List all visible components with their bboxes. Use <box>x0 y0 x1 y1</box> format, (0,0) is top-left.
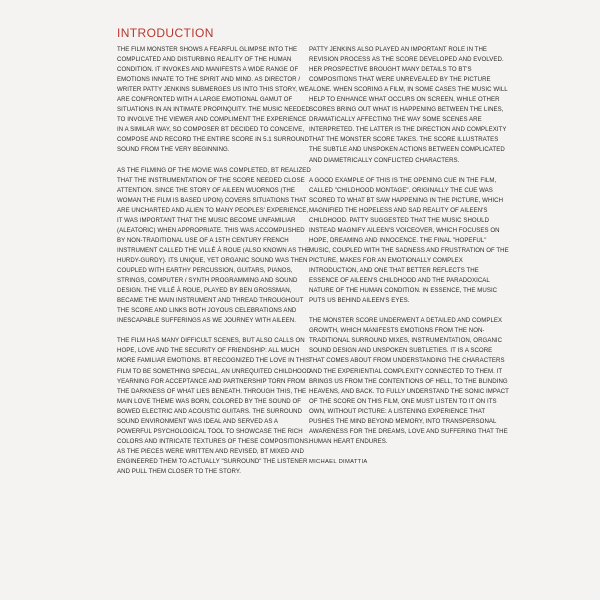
author-signature: MICHAEL DIMATTIA <box>309 458 368 465</box>
paragraph: THE FILM HAS MANY DIFFICULT SCENES, BUT ALSO CALLS ON HOPE, LOVE AND THE SECURITY OF FRIENDSHIP: ALL MUCH MORE FAMILIAR EMOTIONS. BT RECOGNIZED THE LOVE IN THIS FILM TO BE SOMETHING SPECIAL, AN UNREQUITED CHILDHOOD YEARNING FOR ACCEPTANCE AND PARTNERSHIP TORN FROM THE DARKNESS OF WHAT LIES BENEATH. THROUGH THIS, THE MAIN LOVE THEME WAS BORN, COLORED BY THE SOUND OF BOWED ELECTRIC AND ACOUSTIC GUITARS. THE SURROUND SOUND ENVIRONMENT WAS IDEAL AND SERVED AS A POWERFUL PSYCHOLOGICAL TOOL TO SHOWCASE THE RICH COLORS AND INTRICATE TEXTURES OF THESE COMPOSITIONS. AS THE PIECES WERE WRITTEN AND REVISED, BT MIXED AND ENGINEERED THEM TO ACTUALLY "SURROUND" THE LISTENER AND PULL THEM CLOSER TO THE STORY. <box>117 337 312 475</box>
paragraph: PATTY JENKINS ALSO PLAYED AN IMPORTANT ROLE IN THE REVISION PROCESS AS THE SCORE DEVELOPED AND EVOLVED. HER PROSPECTIVE BROUGHT MANY DETAILS TO BT'S COMPOSITIONS THAT WERE UNREVEALED BY THE PICTURE ALONE. WHEN SCORING A FILM, IN SOME CASES THE MUSIC WILL HELP TO ENHANCE WHAT OCCURS ON SCREEN, WHILE OTHER SCORES BRING OUT WHAT IS HAPPENING BETWEEN THE LINES, DRAMATICALLY AFFECTING THE WAY SOME SCENES ARE INTERPRETED. THE LATTER IS THE DIRECTION AND COMPLEXITY THAT THE MONSTER SCORE TAKES. THE SCORE ILLUSTRATES THE SUBTLE AND UNSPOKEN ACTIONS BETWEEN COMPLICATED AND DIAMETRICALLY CONFLICTED CHARACTERS. <box>309 46 508 164</box>
paragraph: THE MONSTER SCORE UNDERWENT A DETAILED AND COMPLEX GROWTH, WHICH MANIFESTS EMOTIONS FROM THE NON-TRADITIONAL SURROUND MIXES, INSTRUMENTATION, ORGANIC SOUND DESIGN AND UNSPOKEN SUBTLETIES. IT IS A SCORE THAT COMES ABOUT FROM UNDERSTANDING THE CHARACTERS AND THE EXPERIENTIAL COMPLEXITY CONNECTED TO THEM. IT BRINGS US FROM THE CONTENTIONS OF HELL, TO THE BLINDING HEAVENS, AND BACK. TO FULLY UNDERSTAND THE SONIC IMPACT OF THE SCORE ON THIS FILM, ONE MUST LISTEN TO IT ON ITS OWN, WITHOUT PICTURE: A LISTENING EXPERIENCE THAT PUSHES THE MIND BEYOND MEMORY, INTO TRANSPERSONAL AWARENESS FOR THE DREAMS, LOVE AND SUFFERING THAT THE HUMAN HEART ENDURES. <box>309 317 509 445</box>
paragraph: A GOOD EXAMPLE OF THIS IS THE OPENING CUE IN THE FILM, CALLED "CHILDHOOD MONTAGE". ORIGINALLY THE CUE WAS SCORED TO WHAT BT SAW HAPPENING IN THE PICTURE, WHICH MAGNIFIED THE HOPELESS AND SAD REALITY OF AILEEN'S CHILDHOOD. PATTY SUGGESTED THAT THE MUSIC SHOULD INSTEAD MAGNIFY AILEEN'S VOICEOVER, WHICH FOCUSES ON HOPE, DREAMING AND INNOCENCE. THE FINAL "HOPEFUL" MUSIC, COUPLED WITH THE SADNESS AND FRUSTRATION OF THE PICTURE, MAKES FOR AN EMOTIONALLY COMPLEX INTRODUCTION, AND ONE THAT BETTER REFLECTS THE ESSENCE OF AILEEN'S CHILDHOOD AND THE PARADOXICAL NATURE OF THE HUMAN CONDITION. IN ESSENCE, THE MUSIC PUTS US BEHIND AILEEN'S EYES. <box>309 176 509 305</box>
page-heading: INTRODUCTION <box>117 26 214 40</box>
left-column <box>117 45 314 487</box>
paragraph: AS THE FILMING OF THE MOVIE WAS COMPLETED, BT REALIZED THAT THE INSTRUMENTATION OF THE SCORE NEEDED CLOSE ATTENTION. SINCE THE STORY OF AILEEN WUORNOS (THE WOMAN THE FILM IS BASED UPON) COVERS SITUATIONS THAT ARE UNCHARTED AND ALIEN TO MANY PEOPLES' EXPERIENCE, IT WAS IMPORTANT THAT THE MUSIC BECOME UNFAMILIAR (ALEATORIC) WHEN APPROPRIATE. THIS WAS ACCOMPLISHED BY NON-TRADITIONAL USE OF A 15TH CENTURY FRENCH INSTRUMENT CALLED THE VILLÉ À ROUE (ALSO KNOWN AS THE HURDY-GURDY). ITS UNIQUE, YET ORGANIC SOUND WAS THEN COUPLED WITH EARTHY PERCUSSION, GUITARS, PIANOS, STRINGS, COMPUTER / SYNTH PROGRAMMING AND SOUND DESIGN. THE VILLÉ À ROUE, PLAYED BY BEN GROSSMAN, BECAME THE MAIN INSTRUMENT AND THREAD THROUGHOUT THE SCORE AND LINKS BOTH JOYOUS CELEBRATIONS AND INESCAPABLE SUFFERINGS AS WE JOURNEY WITH AILEEN. <box>117 166 311 325</box>
paragraph: THE FILM MONSTER SHOWS A FEARFUL GLIMPSE INTO THE COMPLICATED AND DISTURBING REALITY OF THE HUMAN CONDITION. IT INVOKES AND MANIFESTS A WIDE RANGE OF EMOTIONS INNATE TO THE SPIRIT AND MIND. AS DIRECTOR / WRITER PATTY JENKINS SUBMERGES US INTO THIS STORY, WE ARE CONFRONTED WITH A LARGE EMOTIONAL GAMUT OF SITUATIONS IN AN INTIMATE PROPINQUITY. THE MUSIC NEEDED TO INVOLVE THE VIEWER AND COMPLIMENT THE EXPERIENCE IN A SIMILAR WAY, SO COMPOSER BT DECIDED TO CONCEIVE, COMPOSE AND RECORD THE ENTIRE SCORE IN 5.1 SURROUND SOUND FROM THE VERY BEGINNING. <box>117 46 310 154</box>
right-column <box>309 45 509 477</box>
